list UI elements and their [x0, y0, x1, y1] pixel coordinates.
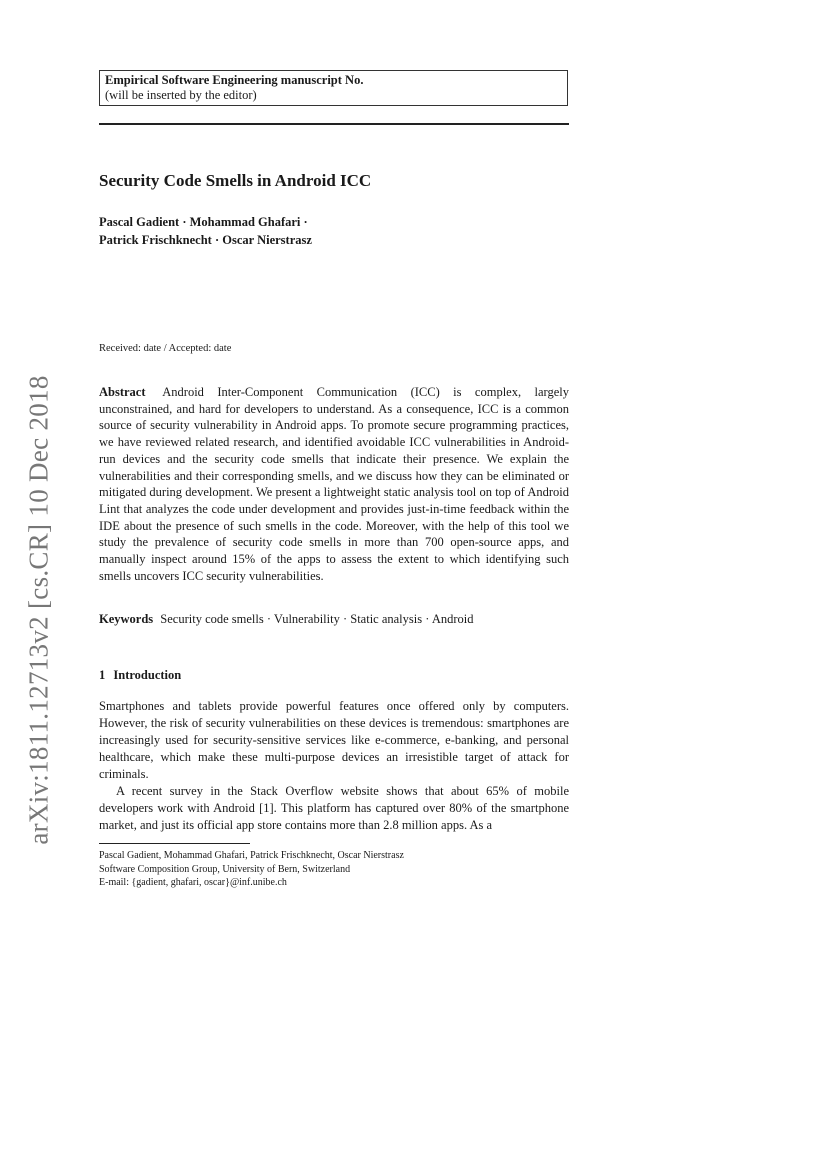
editor-note: (will be inserted by the editor): [105, 88, 257, 102]
footnote-email: E-mail: {gadient, ghafari, oscar}@inf.unibe.ch: [99, 877, 287, 888]
abstract-text: Android Inter-Component Communication (ICC) is complex, largely unconstrained, and hard for developers to understand. As a consequence, ICC is a common source of security vulnerability in Android apps. To promote secure programming practices, we have reviewed related research, and identified avoidable ICC vulnerabilities in Android-run devices and the security code smells that indicate their presence. We explain the vulnerabilities and their corresponding smells, and we discuss how they can be eliminated or mitigated during development. We present a lightweight static analysis tool on top of Android Lint that analyzes the code under development and provides just-in-time feedback within the IDE about the presence of such smells in the code. Moreover, with the help of this tool we study the prevalence of security code smells in more than 700 open-source apps, and manually inspect around 15% of the apps to assess the extent to which identifying such smells uncovers ICC security vulnerabilities.: [99, 385, 570, 583]
footnote-authors: Pascal Gadient, Mohammad Ghafari, Patrick Frischknecht, Oscar Nierstrasz: [99, 850, 404, 861]
section-heading: [99, 667, 181, 683]
section-title: Introduction: [113, 668, 182, 682]
footnote-affiliation: Software Composition Group, University of Bern, Switzerland: [99, 863, 351, 875]
arxiv-identifier-stamp: arXiv:1811.12713v2 [cs.CR] 10 Dec 2018: [23, 375, 54, 845]
introduction-body: [99, 698, 569, 834]
keywords-text: Security code smells · Vulnerability · Static analysis · Android: [160, 612, 474, 626]
authors-line-1: Pascal Gadient · Mohammad Ghafari ·: [99, 215, 308, 229]
received-accepted-date: Received: date / Accepted: date: [99, 343, 232, 354]
authors-line-2: Patrick Frischknecht · Oscar Nierstrasz: [99, 232, 312, 247]
body-paragraph: A recent survey in the Stack Overflow website shows that about 65% of mobile developers work with Android [1]. This platform has captured over 80% of the smartphone market, and just its official app store contains more than 2.8 million apps. As a: [99, 784, 569, 832]
manuscript-header-box: [99, 70, 568, 106]
paper-title: Security Code Smells in Android ICC: [99, 171, 372, 190]
abstract-label: Abstract: [99, 385, 146, 399]
header-rule: [99, 123, 569, 125]
body-paragraph: Smartphones and tablets provide powerful features once offered only by computers. However, the risk of security vulnerabilities on these devices is tremendous: smartphones are increasingly used for security-sensitive services like e-commerce, e-banking, and personal healthcare, which make these multi-purpose devices an irresistible target of attack for criminals.: [99, 699, 569, 781]
author-affiliation-footnote: [99, 849, 569, 890]
keywords: [99, 611, 569, 628]
section-number: 1: [99, 668, 106, 682]
keywords-label: Keywords: [99, 612, 154, 626]
author-list: [99, 214, 569, 249]
abstract: [99, 384, 569, 584]
footnote-rule: [99, 843, 250, 844]
journal-name: Empirical Software Engineering manuscript No.: [105, 73, 364, 87]
